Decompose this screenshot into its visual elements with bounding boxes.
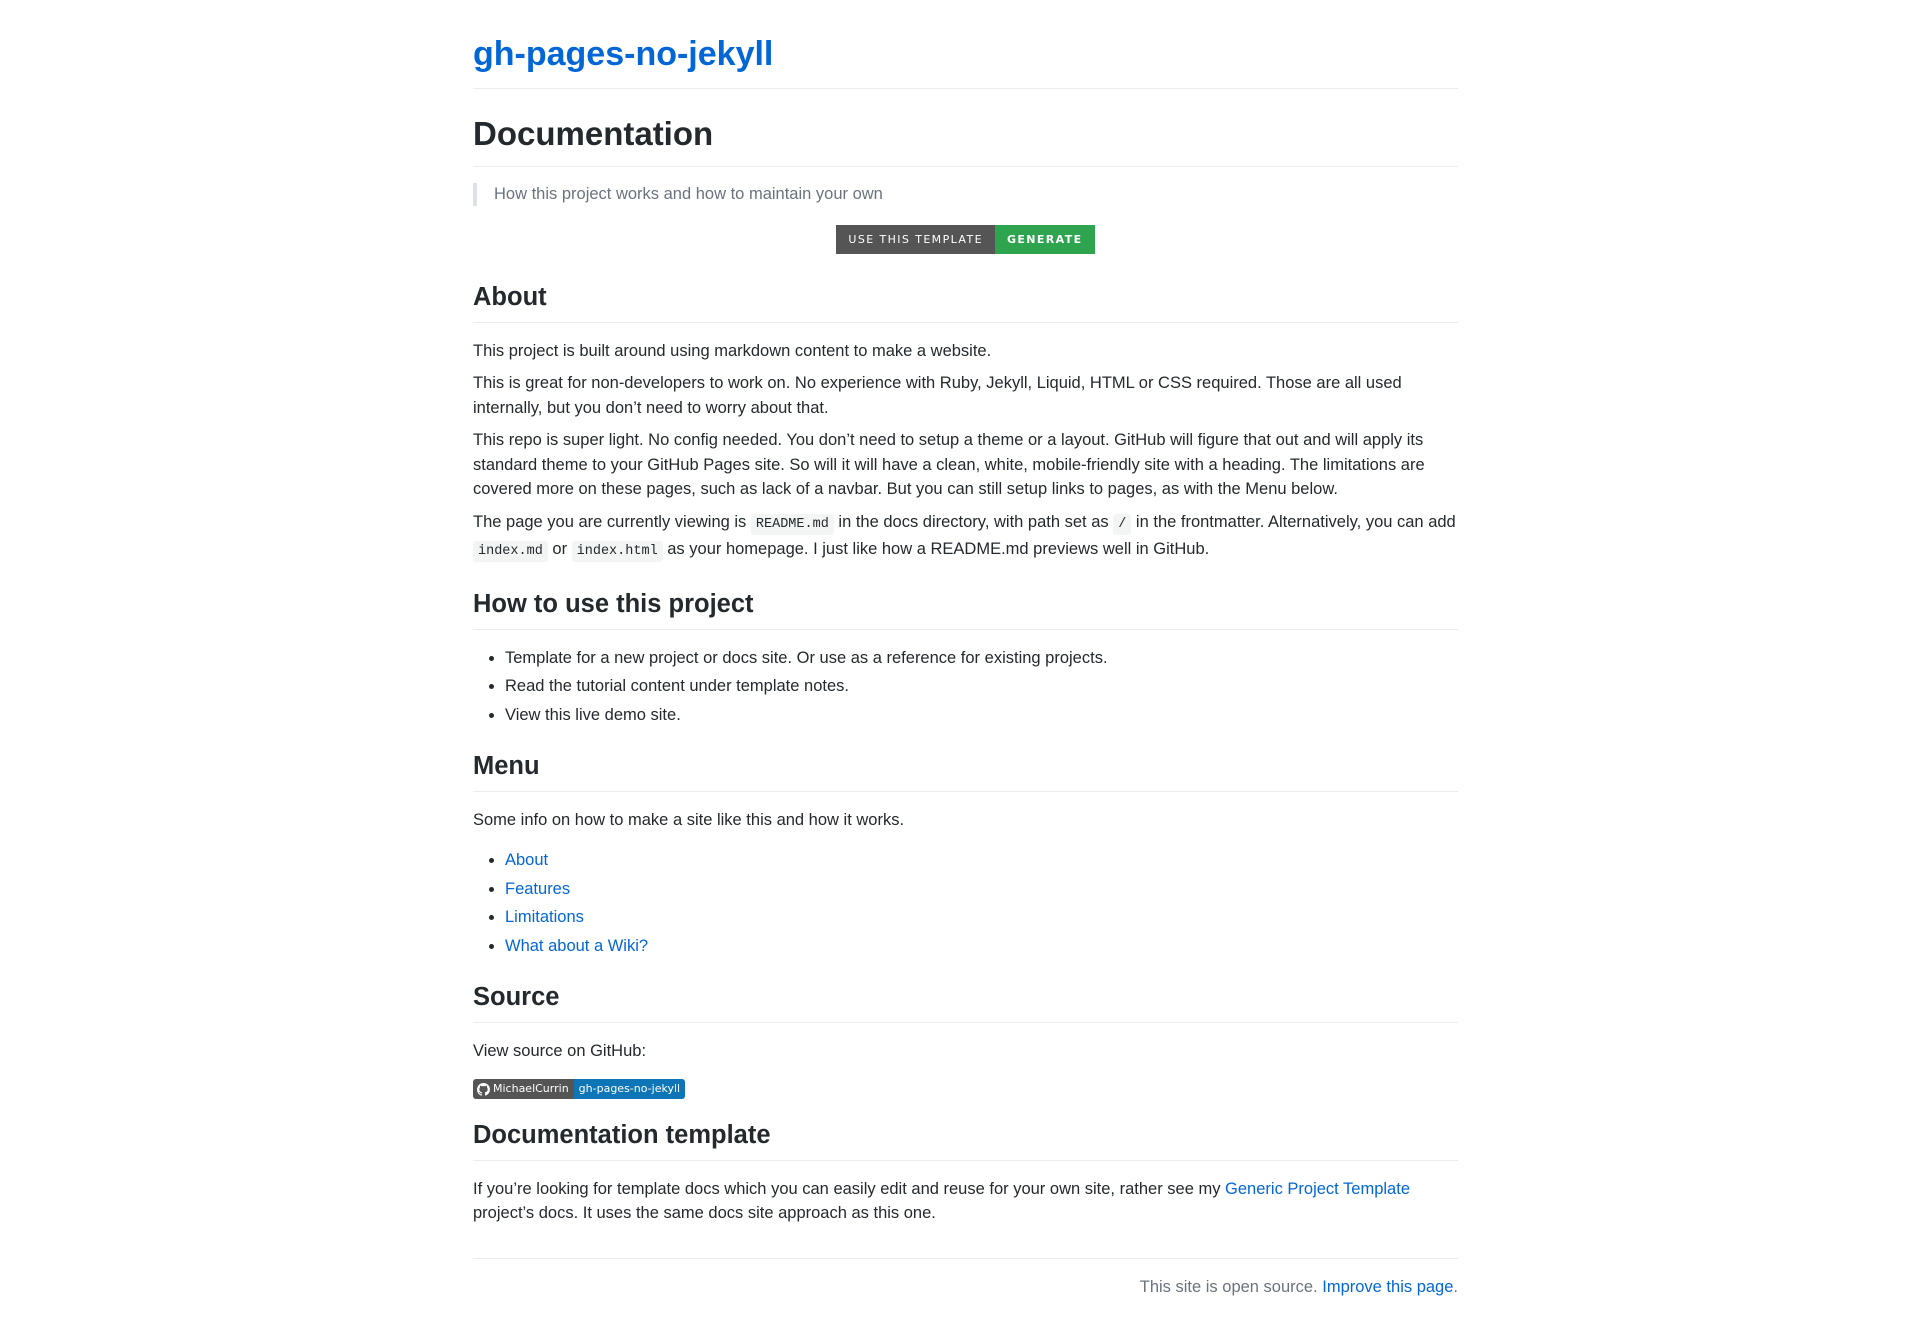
howto-list	[473, 646, 1458, 728]
list-item: • Template for a new project or docs site. Or use as a reference for existing projects.	[505, 646, 1458, 671]
about-p4-text-5: as your homepage. I just like how a README.md previews well in GitHub.	[662, 540, 1210, 559]
github-repo-badge[interactable]	[473, 1079, 685, 1099]
menu-list	[473, 848, 1458, 958]
github-icon	[477, 1083, 490, 1096]
howto-heading: How to use this project	[473, 589, 1458, 630]
doc-template-paragraph	[473, 1177, 1458, 1226]
use-template-badge[interactable]	[836, 225, 1094, 254]
list-item	[505, 848, 1458, 873]
doc-template-heading: Documentation template	[473, 1120, 1458, 1161]
improve-page-link[interactable]: Improve this page	[1322, 1277, 1454, 1296]
menu-intro: Some info on how to make a site like this and how it works.	[473, 810, 905, 829]
about-heading: About	[473, 282, 1458, 323]
about-p4-text-4: or	[547, 540, 572, 559]
badge-owner	[473, 1079, 574, 1099]
page-title: Documentation	[473, 113, 1458, 167]
menu-link-about[interactable]: About	[505, 851, 549, 870]
about-section	[473, 282, 1458, 565]
footer-text: This site is open source.	[1139, 1277, 1323, 1296]
about-p4-text-1: The page you are currently viewing is	[473, 512, 751, 531]
use-template-label: USE THIS TEMPLATE	[836, 225, 995, 254]
source-heading: Source	[473, 982, 1458, 1023]
doc-template-section	[473, 1120, 1458, 1226]
index-html-code: index.html	[572, 541, 663, 562]
list-item: • View this live demo site.	[505, 703, 1458, 728]
template-badge-wrap	[473, 223, 1458, 252]
menu-link-features[interactable]: Features	[505, 879, 571, 898]
about-paragraph-4	[473, 510, 1458, 565]
generic-project-template-link[interactable]: Generic Project Template	[1225, 1179, 1410, 1198]
index-md-code: index.md	[473, 541, 548, 562]
site-title-link[interactable]: gh-pages-no-jekyll	[473, 0, 1458, 89]
doc-template-text-2: project’s docs. It uses the same docs site approach as this one.	[473, 1204, 936, 1223]
source-intro: View source on GitHub:	[473, 1042, 647, 1061]
readme-code: README.md	[751, 514, 834, 535]
menu-link-limitations[interactable]: Limitations	[505, 908, 584, 927]
doc-template-text-1: If you’re looking for template docs which you can easily edit and reuse for your own site, rather see my	[473, 1179, 1226, 1198]
path-code: /	[1113, 514, 1131, 535]
main-content	[473, 0, 1458, 1299]
page-footer	[473, 1258, 1458, 1299]
list-item: • Read the tutorial content under template notes.	[505, 674, 1458, 699]
list-item	[505, 934, 1458, 959]
about-paragraph-2: This is great for non-developers to work on. No experience with Ruby, Jekyll, Liquid, HTML or CSS required. Those are all used internally, but you don’t need to worry about that.	[473, 374, 1402, 417]
tagline-blockquote	[473, 183, 1458, 206]
generate-label: GENERATE	[995, 225, 1095, 254]
about-paragraph-1: This project is built around using markdown content to make a website.	[473, 341, 992, 360]
list-item	[505, 877, 1458, 902]
about-paragraph-3: This repo is super light. No config needed. You don’t need to setup a theme or a layout. GitHub will figure that out and will apply its standard theme to your GitHub Pages site. So will it will have a clean, white, mobile-friendly site with a heading. The limitations are covered more on these pages, such as lack of a navbar. But you can still setup links to pages, as with the Menu below.	[473, 431, 1425, 499]
menu-link-wiki[interactable]: What about a Wiki?	[505, 936, 649, 955]
source-badge-wrap	[473, 1076, 1458, 1096]
about-p4-text-2: in the docs directory, with path set as	[833, 512, 1114, 531]
badge-repo-text: gh-pages-no-jekyll	[574, 1079, 685, 1099]
badge-owner-text: MichaelCurrin	[493, 1082, 569, 1096]
source-section	[473, 982, 1458, 1095]
menu-heading: Menu	[473, 751, 1458, 792]
list-item	[505, 905, 1458, 930]
footer-end: .	[1453, 1277, 1458, 1296]
menu-section	[473, 751, 1458, 958]
tagline-text: How this project works and how to maintain your own	[494, 184, 883, 203]
about-p4-text-3: in the frontmatter. Alternatively, you can add	[1131, 512, 1456, 531]
howto-section	[473, 589, 1458, 727]
